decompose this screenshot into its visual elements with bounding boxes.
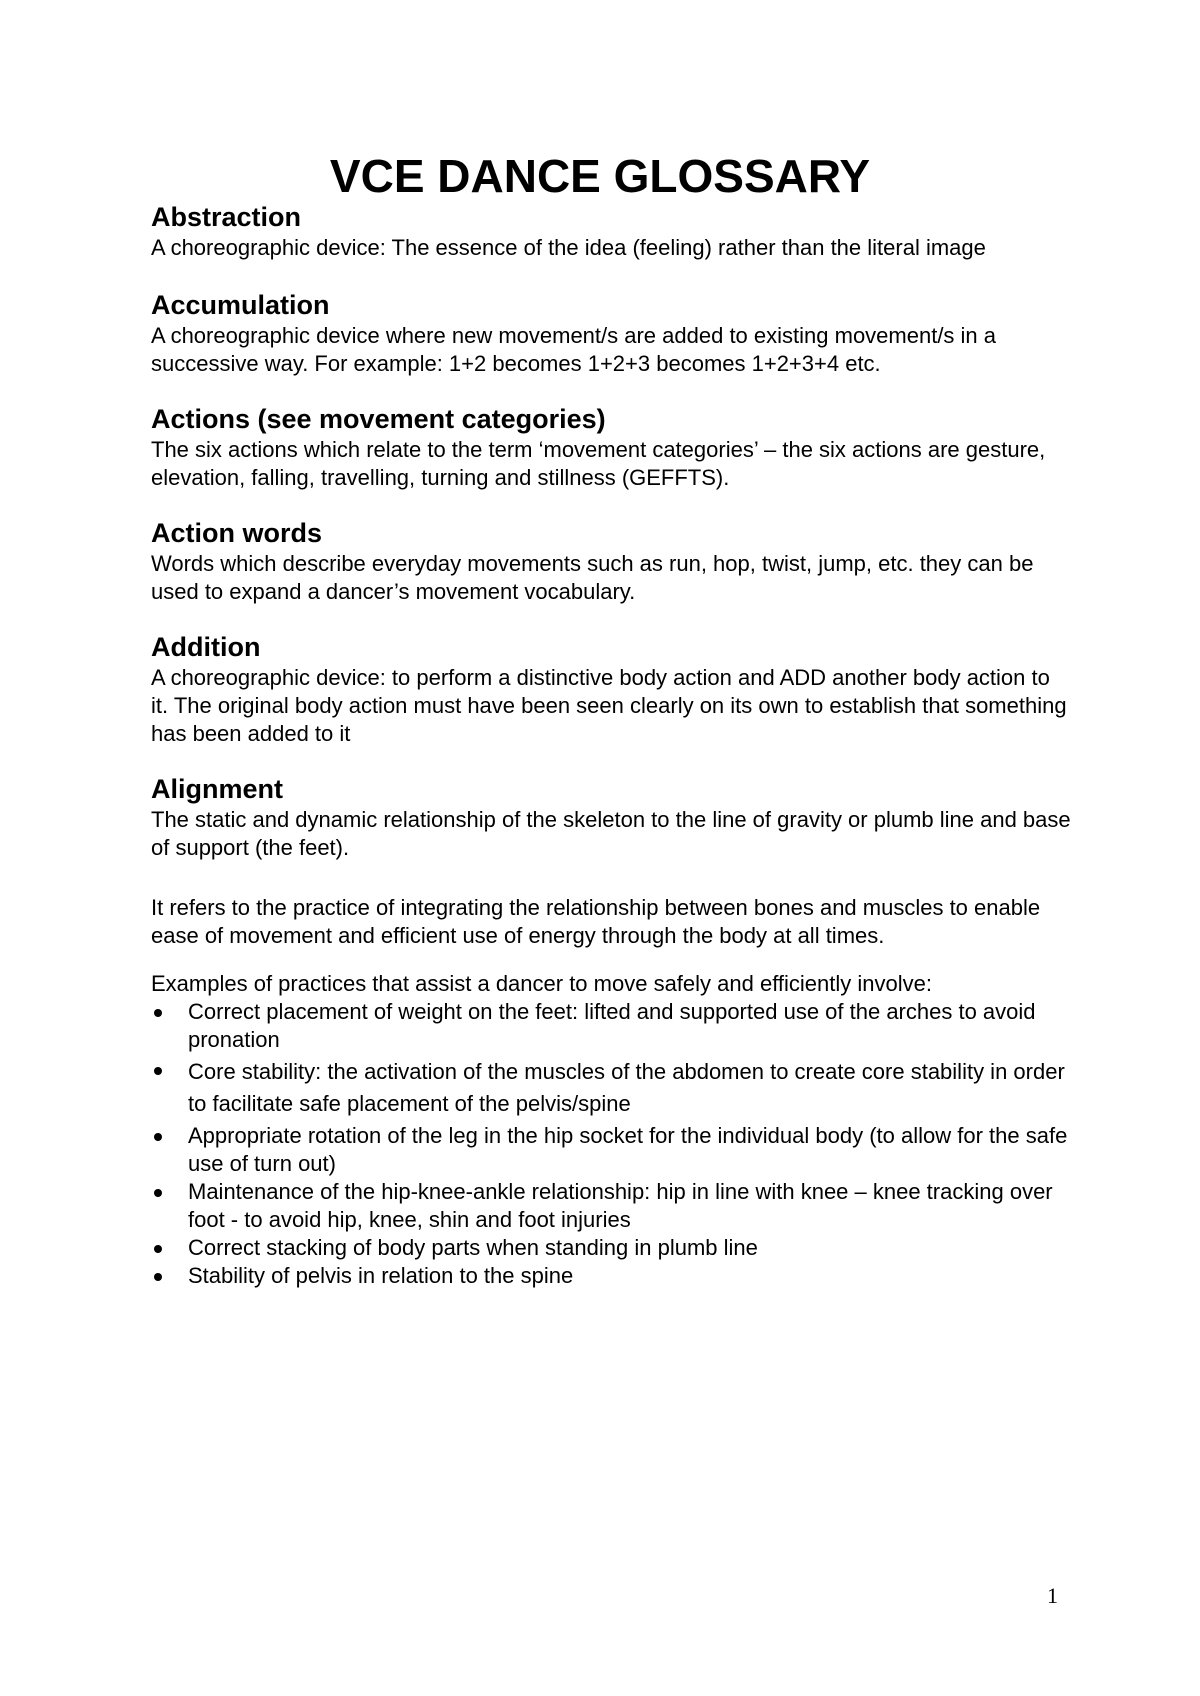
list-item — [151, 1178, 1071, 1234]
entry-definition: Words which describe everyday movements such as run, hop, twist, jump, etc. they can be used to expand a dancer’s movement vocabulary. — [151, 551, 1034, 604]
entry-term: Abstraction — [151, 202, 302, 232]
list-item-text: Core stability: the activation of the muscles of the abdomen to create core stability in order to facilitate safe placement of the pelvis/spine — [188, 1059, 1065, 1116]
list-item-text: Correct placement of weight on the feet: lifted and supported use of the arches to avoid pronation — [188, 999, 1036, 1052]
list-item — [151, 1122, 1071, 1178]
bullet-icon — [154, 1245, 162, 1253]
entry-term: Alignment — [151, 774, 283, 804]
glossary-content — [151, 200, 1071, 1290]
list-item-text: Correct stacking of body parts when standing in plumb line — [188, 1235, 758, 1260]
list-item — [151, 1234, 1071, 1262]
list-item — [151, 1056, 1071, 1120]
glossary-entry-action-words — [151, 516, 1071, 606]
bullet-icon — [154, 1273, 162, 1281]
entry-term: Actions (see movement categories) — [151, 404, 606, 434]
bullet-icon — [154, 1189, 162, 1197]
glossary-entry-abstraction — [151, 200, 1071, 262]
entry-term: Addition — [151, 632, 261, 662]
alignment-paragraph: It refers to the practice of integrating the relationship between bones and muscles to enable ease of movement and efficient use of energy through the body at all times. — [151, 895, 1041, 948]
page-number: 1 — [1047, 1583, 1058, 1608]
bullet-icon — [154, 1133, 162, 1141]
entry-definition: A choreographic device: The essence of the idea (feeling) rather than the literal image — [151, 235, 986, 260]
entry-definition: The six actions which relate to the term ‘movement categories’ – the six actions are gesture, elevation, falling, travelling, turning and stillness (GEFFTS). — [151, 437, 1046, 490]
glossary-entry-accumulation — [151, 288, 1071, 378]
list-item-text: Stability of pelvis in relation to the spine — [188, 1263, 574, 1288]
list-item-text: Maintenance of the hip-knee-ankle relationship: hip in line with knee – knee tracking over foot - to avoid hip, knee, shin and foot injuries — [188, 1179, 1053, 1232]
glossary-entry-addition — [151, 630, 1071, 748]
bullet-icon — [154, 1067, 162, 1075]
glossary-entry-actions — [151, 402, 1071, 492]
list-item — [151, 998, 1071, 1054]
alignment-examples-intro: Examples of practices that assist a dancer to move safely and efficiently involve: — [151, 971, 932, 996]
page-title: VCE DANCE GLOSSARY — [329, 150, 871, 202]
entry-term: Action words — [151, 518, 323, 548]
entry-definition: A choreographic device: to perform a distinctive body action and ADD another body action to it. The original body action must have been seen clearly on its own to establish that something has been added to it — [151, 665, 1067, 746]
entry-definition: A choreographic device where new movement/s are added to existing movement/s in a successive way. For example: 1+2 becomes 1+2+3 becomes 1+2+3+4 etc. — [151, 323, 997, 376]
alignment-examples-list — [151, 998, 1071, 1290]
entry-definition: The static and dynamic relationship of the skeleton to the line of gravity or plumb line and base of support (the feet). — [151, 807, 1071, 860]
bullet-icon — [154, 1009, 162, 1017]
entry-term: Accumulation — [151, 290, 330, 320]
list-item-text: Appropriate rotation of the leg in the hip socket for the individual body (to allow for the safe use of turn out) — [188, 1123, 1068, 1176]
glossary-entry-alignment — [151, 772, 1071, 1290]
list-item — [151, 1262, 1071, 1290]
